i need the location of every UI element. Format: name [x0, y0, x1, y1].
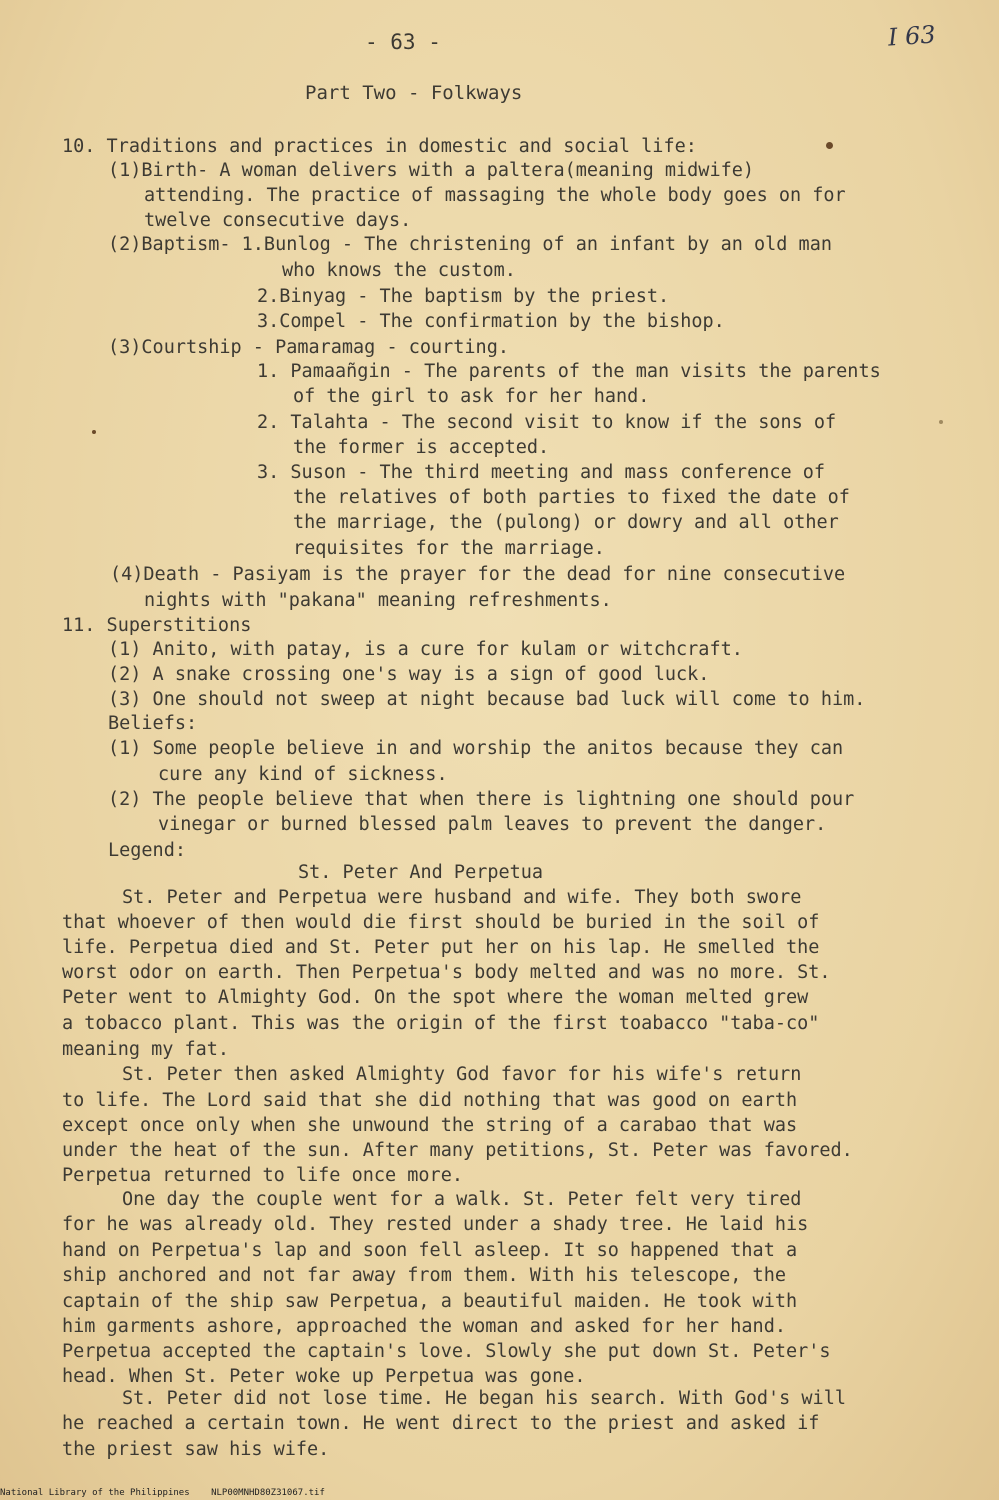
- text-line: (2) A snake crossing one's way is a sign of good luck.: [108, 664, 710, 685]
- text-line: cure any kind of sickness.: [158, 764, 448, 785]
- text-line: One day the couple went for a walk. St. Peter felt very tired: [122, 1189, 802, 1210]
- text-line: meaning my fat.: [62, 1039, 230, 1060]
- text-line: the former is accepted.: [293, 437, 550, 458]
- text-line: (2) The people believe that when there is lightning one should pour: [108, 789, 855, 810]
- text-line: the marriage, the (pulong) or dowry and all other: [293, 512, 839, 533]
- text-line: 11. Superstitions: [62, 615, 252, 636]
- text-line: worst odor on earth. Then Perpetua's body melted and was no more. St.: [62, 962, 831, 983]
- text-line: the relatives of both parties to fixed the date of: [293, 487, 850, 508]
- text-line: St. Peter then asked Almighty God favor for his wife's return: [122, 1064, 802, 1085]
- text-line: except once only when she unwound the string of a carabao that was: [62, 1115, 798, 1136]
- text-line: head. When St. Peter woke up Perpetua was gone.: [62, 1366, 586, 1387]
- text-line: 2.Binyag - The baptism by the priest.: [257, 286, 670, 307]
- text-line: hand on Perpetua's lap and soon fell asleep. It so happened that a: [62, 1240, 798, 1261]
- ink-spot: [826, 142, 833, 149]
- ink-spot: [939, 420, 943, 424]
- ink-spot: [92, 430, 96, 434]
- text-line: twelve consecutive days.: [144, 210, 412, 231]
- text-line: him garments ashore, approached the woman and asked for her hand.: [62, 1316, 786, 1337]
- footer-library: National Library of the Philippines: [0, 1488, 190, 1498]
- text-line: to life. The Lord said that she did nothing that was good on earth: [62, 1090, 798, 1111]
- text-line: (3) One should not sweep at night because bad luck will come to him.: [108, 689, 866, 710]
- footer: [0, 1488, 341, 1498]
- text-line: (1) Anito, with patay, is a cure for kulam or witchcraft.: [108, 639, 743, 660]
- text-line: 3.Compel - The confirmation by the bishop.: [257, 311, 725, 332]
- text-line: nights with "pakana" meaning refreshments.: [144, 590, 612, 611]
- text-line: St. Peter did not lose time. He began his search. With God's will: [122, 1388, 846, 1409]
- text-line: (2)Baptism- 1.Bunlog - The christening of an infant by an old man: [108, 234, 832, 255]
- text-line: Peter went to Almighty God. On the spot where the woman melted grew: [62, 987, 809, 1008]
- text-line: 10. Traditions and practices in domestic and social life:: [62, 136, 697, 157]
- page-number: - 63 -: [365, 30, 441, 54]
- text-line: Beliefs:: [108, 713, 198, 734]
- text-line: Perpetua returned to life once more.: [62, 1165, 463, 1186]
- handwritten-page-annotation: I 63: [887, 20, 937, 52]
- text-line: (1)Birth- A woman delivers with a paltera(meaning midwife): [108, 160, 755, 181]
- text-line: (3)Courtship - Pamaramag - courting.: [108, 337, 509, 358]
- section-title: Part Two - Folkways: [305, 82, 523, 104]
- text-line: he reached a certain town. He went direct to the priest and asked if: [62, 1413, 820, 1434]
- text-line: who knows the custom.: [282, 260, 516, 281]
- text-line: requisites for the marriage.: [293, 538, 605, 559]
- text-line: Perpetua accepted the captain's love. Slowly she put down St. Peter's: [62, 1341, 831, 1362]
- text-line: ship anchored and not far away from them. With his telescope, the: [62, 1265, 786, 1286]
- text-line: under the heat of the sun. After many petitions, St. Peter was favored.: [62, 1140, 853, 1161]
- text-line: (4)Death - Pasiyam is the prayer for the dead for nine consecutive: [110, 564, 846, 585]
- text-line: of the girl to ask for her hand.: [293, 386, 650, 407]
- text-line: a tobacco plant. This was the origin of the first toabacco "taba-co": [62, 1013, 820, 1034]
- legend-title: St. Peter And Perpetua: [298, 862, 544, 883]
- text-line: that whoever of then would die first should be buried in the soil of: [62, 912, 820, 933]
- text-line: for he was already old. They rested under a shady tree. He laid his: [62, 1214, 809, 1235]
- text-line: the priest saw his wife.: [62, 1439, 330, 1460]
- text-line: attending. The practice of massaging the whole body goes on for: [144, 185, 846, 206]
- text-line: 1. Pamaañgin - The parents of the man visits the parents: [257, 361, 881, 382]
- text-line: 3. Suson - The third meeting and mass conference of: [257, 462, 826, 483]
- text-line: (1) Some people believe in and worship the anitos because they can: [108, 738, 844, 759]
- text-line: life. Perpetua died and St. Peter put her on his lap. He smelled the: [62, 937, 820, 958]
- text-line: vinegar or burned blessed palm leaves to prevent the danger.: [158, 814, 827, 835]
- text-line: St. Peter and Perpetua were husband and wife. They both swore: [122, 887, 802, 908]
- footer-file: NLP00MNHD80Z31067.tif: [211, 1488, 325, 1498]
- text-line: captain of the ship saw Perpetua, a beautiful maiden. He took with: [62, 1291, 798, 1312]
- text-line: 2. Talahta - The second visit to know if the sons of: [257, 412, 837, 433]
- text-line: Legend:: [108, 840, 186, 861]
